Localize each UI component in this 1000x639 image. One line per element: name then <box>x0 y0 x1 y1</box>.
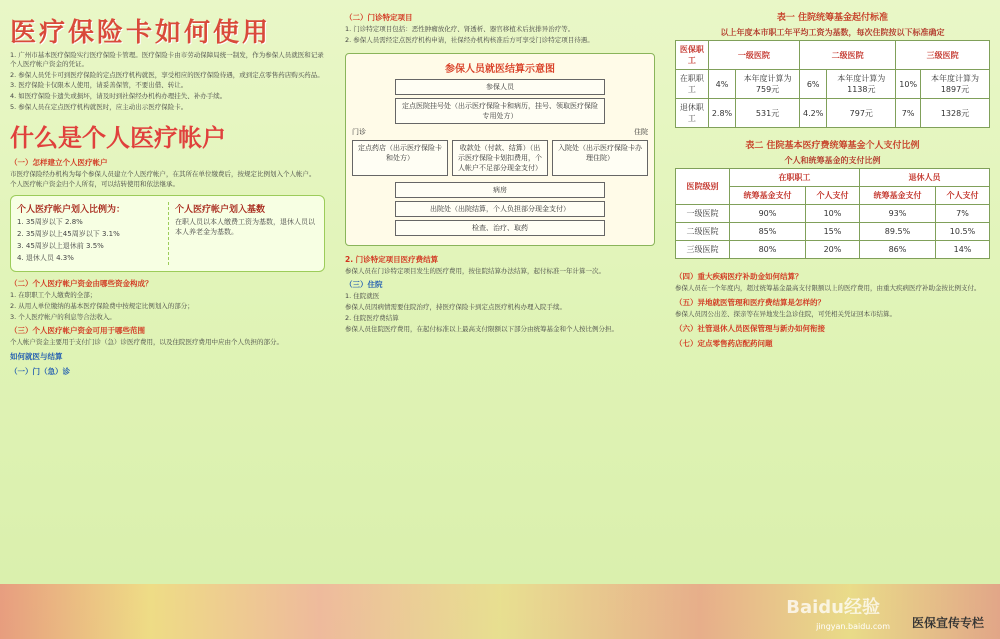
table1-header: 三级医院 <box>896 41 990 70</box>
intro-line: 3. 医疗保险卡仅限本人使用，请妥善保管，不要出借、转让。 <box>10 81 188 90</box>
table1-header: 二级医院 <box>800 41 896 70</box>
table2-subheader: 个人支付 <box>806 187 860 205</box>
table2 <box>675 168 990 259</box>
table-cell: 10% <box>896 70 921 99</box>
table1-header-row <box>676 41 990 70</box>
ratio-row: 2. 35周岁以上45周岁以下 3.1% <box>17 230 120 239</box>
bottom-line: 2. 住院医疗费结算 <box>345 313 399 322</box>
table-cell: 6% <box>800 70 827 99</box>
bottom-line: 参保人员在门诊特定项目发生的医疗费用，按住院结算办法结算，起付标准一年计算一次。 <box>345 266 605 275</box>
ratio-right-note: 在职人员以本人缴费工资为基数，退休人员以本人养老金为基数。 <box>175 218 315 237</box>
ratio-row: 4. 退休人员 4.3% <box>17 254 74 263</box>
lower-line: （二）个人医疗帐户资金由哪些资金构成？ <box>10 279 153 289</box>
table-row <box>676 223 990 241</box>
ratio-row: 1. 35周岁以下 2.8% <box>17 218 83 227</box>
flow-branches <box>352 127 648 137</box>
flow-chart <box>345 53 655 246</box>
flow-title: 参保人员就医结算示意图 <box>445 63 555 75</box>
lower-line: 1. 在职职工个人缴费的全部； <box>10 291 97 300</box>
ratio-right-title: 个人医疗帐户划入基数 <box>175 205 266 216</box>
table-cell: 三级医院 <box>676 241 730 259</box>
flow-pharmacy: 定点药店（出示医疗保险卡和处方） <box>352 140 448 176</box>
right-lower-block <box>675 271 990 349</box>
table1-subtitle: 以上年度本市职工年平均工资为基数，每次住院按以下标准确定 <box>720 28 945 37</box>
bottom-line: 参保人员住院医疗费用，在起付标准以上最高支付限额以下部分由统筹基金和个人按比例分担。 <box>345 324 618 333</box>
intro-line: 1. 广州市基本医疗保险实行医疗保险卡管理。医疗保险卡由市劳动保障局统一制发，作为参保人员就医和记录个人医疗帐户资金的凭证。 <box>10 51 324 68</box>
table-cell: 93% <box>859 205 935 223</box>
flow-branch: 住院 <box>634 127 648 136</box>
table-cell: 本年度计算为1897元 <box>921 70 990 99</box>
column-right <box>665 0 1000 639</box>
table-cell: 89.5% <box>859 223 935 241</box>
main-title: 医疗保险卡如何使用 <box>10 18 272 48</box>
intro-line: 4. 如医疗保险卡遗失或损坏，请及时到社保经办机构办理挂失、补办手续。 <box>10 92 227 101</box>
baidu-watermark: Baidu经验 <box>786 597 880 618</box>
right-line: （七）定点零售药店配药问题 <box>675 338 773 348</box>
flow-register: 定点医院挂号处（出示医疗保险卡和病历，挂号、领取医疗保险专用处方） <box>395 98 605 124</box>
flow-start: 参保人员 <box>395 79 605 95</box>
table-cell: 10.5% <box>936 223 990 241</box>
table-cell: 10% <box>806 205 860 223</box>
bottom-line: 参保人员因病情需要住院治疗，持医疗保险卡到定点医疗机构办理入院手续。 <box>345 303 566 312</box>
flow-payment: 收款处（付款、结算）（出示医疗保险卡划扣费用，个人帐户不足部分现金支付） <box>452 140 548 176</box>
table-cell: 二级医院 <box>676 223 730 241</box>
table-row <box>676 99 990 128</box>
table-cell: 85% <box>729 223 805 241</box>
right-line: （六）社管退休人员医保管理与新办如何衔接 <box>675 323 825 333</box>
table-cell: 在职职工 <box>676 70 709 99</box>
table-cell: 797元 <box>827 99 896 128</box>
table-row <box>676 241 990 259</box>
lower-line: 3. 个人医疗帐户的利息等合法收入。 <box>10 312 116 321</box>
intro-line: 5. 参保人员在定点医疗机构就医时，应主动出示医疗保险卡。 <box>10 102 188 111</box>
top-heading: （二）门诊特定项目 <box>345 13 413 22</box>
table1-title: 表一 住院统筹基金起付标准 <box>776 13 889 23</box>
table-cell: 4.2% <box>800 99 827 128</box>
table-cell: 90% <box>729 205 805 223</box>
ratio-box <box>10 195 325 272</box>
column-middle <box>335 0 665 639</box>
bottom-line: （三）住院 <box>345 280 383 290</box>
right-line: （五）异地就医管理和医疗费结算是怎样的？ <box>675 297 825 307</box>
table-cell: 本年度计算为1138元 <box>827 70 896 99</box>
table1-header: 医保职工 <box>676 41 709 70</box>
table-cell: 15% <box>806 223 860 241</box>
table-cell: 4% <box>708 70 735 99</box>
table1 <box>675 40 990 128</box>
lower-line: 如何就医与结算 <box>10 352 63 362</box>
intro-block <box>10 51 325 112</box>
flow-inpatient: 入院处（出示医疗保险卡办理住院） <box>552 140 648 176</box>
table2-header: 在职职工 <box>729 169 859 187</box>
table-cell: 86% <box>859 241 935 259</box>
flow-exam: 检查、治疗、取药 <box>395 220 605 236</box>
table-cell: 2.8% <box>708 99 735 128</box>
table-row <box>676 205 990 223</box>
section-title: 什么是个人医疗帐户 <box>10 123 226 152</box>
column-left <box>0 0 335 639</box>
ratio-left-title: 个人医疗帐户划入比例为： <box>17 205 126 216</box>
intro-line: 2. 参保人员凭卡可到医疗保险的定点医疗机构就医，享受相应的医疗保险待遇，或到定点零售药店购买药品。 <box>10 70 324 79</box>
table-cell: 80% <box>729 241 805 259</box>
table-cell: 20% <box>806 241 860 259</box>
table-cell: 14% <box>936 241 990 259</box>
table-cell: 本年度计算为759元 <box>736 70 800 99</box>
baidu-url: jingyan.baidu.com <box>816 622 890 631</box>
footer-label: 医保宣传专栏 <box>911 616 984 630</box>
table-cell: 1328元 <box>921 99 990 128</box>
table2-subheader: 统筹基金支付 <box>729 187 805 205</box>
top-line: 1. 门诊特定项目包括：恶性肿瘤放化疗、肾透析、器官移植术后抗排异治疗等。 <box>345 25 575 33</box>
bottom-heading: 2. 门诊特定项目医疗费结算 <box>345 254 439 264</box>
table2-title: 表二 住院基本医疗费统筹基金个人支付比例 <box>745 141 920 151</box>
bottom-line: 1. 住院就医 <box>345 292 380 301</box>
right-line: 参保人员因公出差、探亲等在异地发生急诊住院，可凭相关凭证回本市结算。 <box>675 309 896 318</box>
lower-line: （一）门（急）诊 <box>10 367 70 377</box>
table-row <box>676 70 990 99</box>
flow-ward: 病房 <box>395 182 605 198</box>
flow-discharge: 出院处（出院结算，个人负担部分现金支付） <box>395 201 605 217</box>
ratio-row: 3. 45周岁以上退休前 3.5% <box>17 242 104 251</box>
section-line: 市医疗保险经办机构为每个参保人员建立个人医疗帐户，在其所在单位缴费后，按规定比例划入个人帐户。 <box>10 169 316 178</box>
lower-line: 2. 从用人单位缴纳的基本医疗保险费中按规定比例划入的部分； <box>10 301 194 310</box>
table-cell: 7% <box>896 99 921 128</box>
right-line: 参保人员在一个年度内，超过统筹基金最高支付限额以上的医疗费用，由重大疾病医疗补助金按比例支付。 <box>675 284 981 292</box>
table2-subheader: 个人支付 <box>936 187 990 205</box>
top-line: 2. 参保人员需经定点医疗机构申请，社保经办机构核准后方可享受门诊特定项目待遇。 <box>345 35 594 44</box>
table-cell: 退休职工 <box>676 99 709 128</box>
table2-subtitle: 个人和统筹基金的支付比例 <box>784 156 881 165</box>
table2-header: 医院级别 <box>676 169 730 205</box>
table-cell: 7% <box>936 205 990 223</box>
right-line: （四）重大疾病医疗补助金如何结算？ <box>675 272 803 281</box>
lower-block <box>10 278 325 377</box>
lower-line: （三）个人医疗帐户资金可用于哪些范围 <box>10 326 145 336</box>
flow-branch: 门诊 <box>352 127 366 136</box>
table-cell: 531元 <box>736 99 800 128</box>
section-line: 个人医疗帐户资金归个人所有，可以结转使用和依法继承。 <box>10 180 179 189</box>
lower-line: 个人帐户资金主要用于支付门诊（急）诊医疗费用，以及住院医疗费用中应由个人负担的部分。 <box>10 338 283 347</box>
table1-header: 一级医院 <box>708 41 799 70</box>
table2-group-row <box>676 169 990 187</box>
table-cell: 一级医院 <box>676 205 730 223</box>
table2-header: 退休人员 <box>859 169 989 187</box>
table2-subheader: 统筹基金支付 <box>859 187 935 205</box>
section-line: （一）怎样建立个人医疗帐户 <box>10 157 108 167</box>
